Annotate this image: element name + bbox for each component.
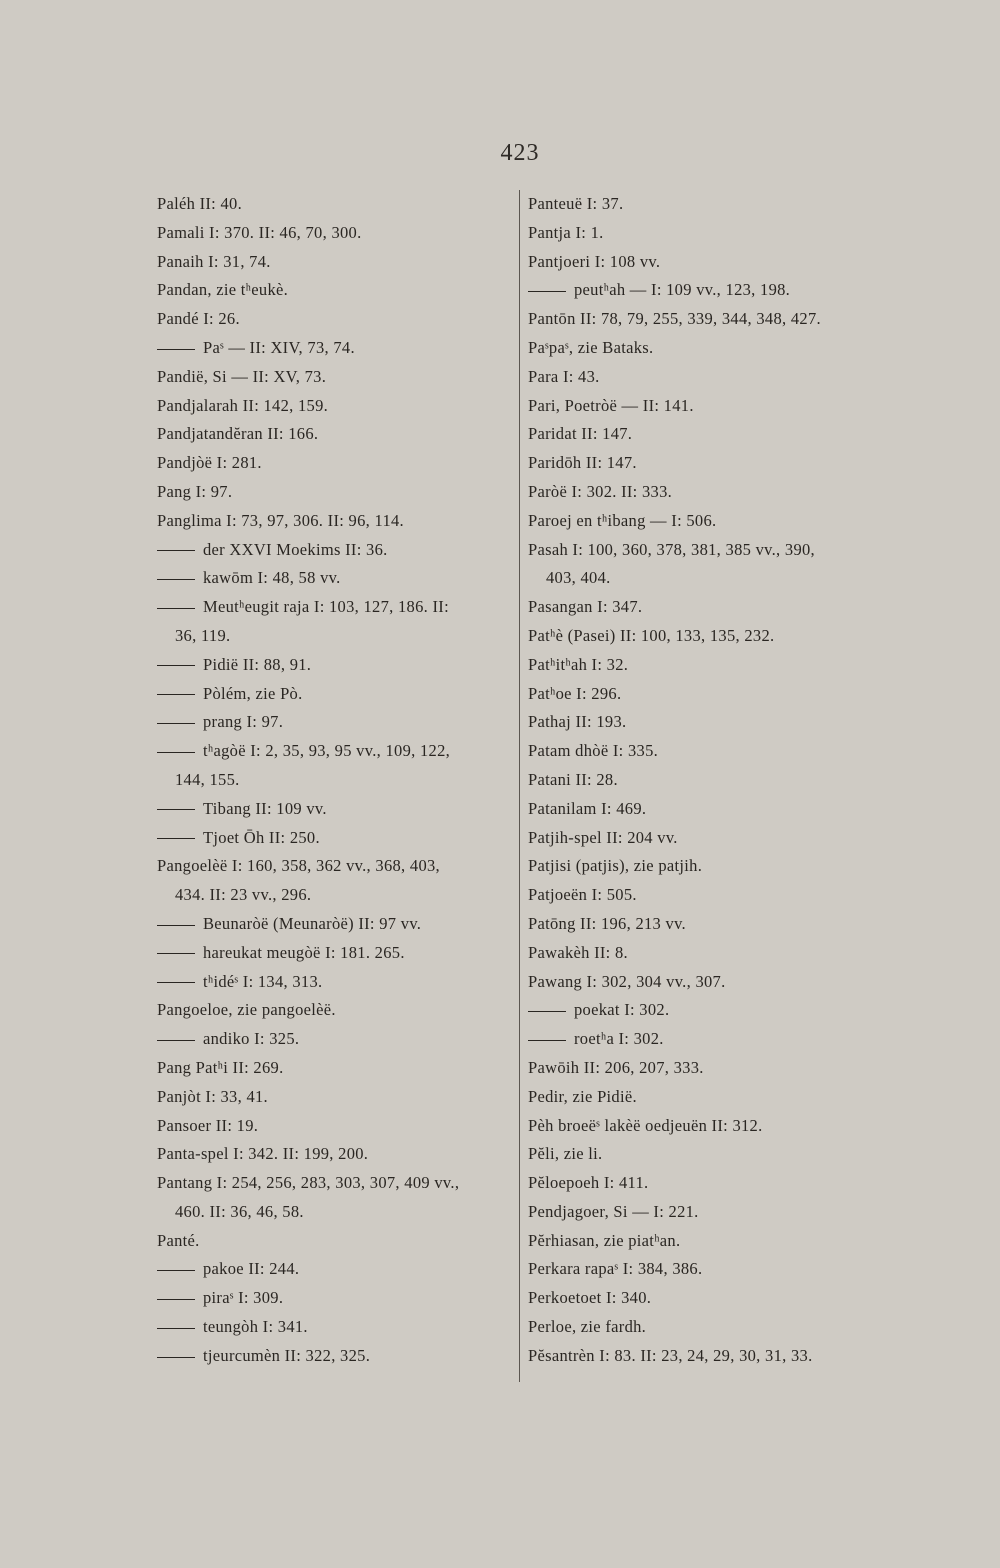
index-subentry: roetʰa I: 302. xyxy=(528,1025,908,1054)
index-entry: Pang I: 97. xyxy=(157,481,233,501)
index-entry: Pĕloepoeh I: 411. xyxy=(528,1173,649,1193)
index-subentry: poekat I: 302. xyxy=(528,996,908,1025)
index-entry: Pathaj II: 193. xyxy=(528,712,627,732)
index-entry: Pandië, Si — II: XV, 73. xyxy=(157,366,327,386)
index-entry: Panglima I: 73, 97, 306. II: 96, 114. xyxy=(157,510,404,530)
index-subentry: piraˢ I: 309. xyxy=(157,1284,517,1313)
index-entry: Panteuë I: 37. xyxy=(528,194,624,213)
index-subentry: Tjoet Ōh II: 250. xyxy=(157,824,517,853)
index-entry: Pang Patʰi II: 269. xyxy=(157,1057,284,1077)
index-entry-continuation: 434. II: 23 vv., 296. xyxy=(175,885,312,905)
index-entry: Pandjalarah II: 142, 159. xyxy=(157,395,329,415)
index-entry: Pĕli, zie li. xyxy=(528,1144,603,1164)
index-entry: Patjisi (patjis), zie patjih. xyxy=(528,856,703,876)
index-subentry: Beunaròë (Meunaròë) II: 97 vv. xyxy=(157,910,517,939)
index-entry: Pawakèh II: 8. xyxy=(528,942,628,962)
index-entry: Patjih-spel II: 204 vv. xyxy=(528,827,678,847)
index-entry: Pawōih II: 206, 207, 333. xyxy=(528,1057,704,1077)
index-entry: Paléh II: 40. xyxy=(157,194,243,213)
index-entry: Patʰoe I: 296. xyxy=(528,683,622,703)
index-entry: Panaih I: 31, 74. xyxy=(157,251,271,271)
index-entry: Pandan, zie tʰeukè. xyxy=(157,280,289,300)
index-entry: Pasah I: 100, 360, 378, 381, 385 vv., 390, xyxy=(528,539,815,559)
index-subentry: andiko I: 325. xyxy=(157,1025,517,1054)
index-entry: Pèh broeëˢ lakèë oedjeuën II: 312. xyxy=(528,1115,763,1135)
page-number: 423 xyxy=(500,140,540,166)
index-entry: Perkoetoet I: 340. xyxy=(528,1288,652,1308)
index-entry: Pantōn II: 78, 79, 255, 339, 344, 348, 427. xyxy=(528,309,821,329)
index-entry: Paridat II: 147. xyxy=(528,424,633,444)
index-entry-continuation: 144, 155. xyxy=(175,769,240,789)
index-subentry: peutʰah — I: 109 vv., 123, 198. xyxy=(528,276,908,305)
index-entry: Patʰitʰah I: 32. xyxy=(528,654,629,674)
index-entry: Pansoer II: 19. xyxy=(157,1115,259,1135)
index-entry: Panté. xyxy=(157,1230,200,1250)
index-subentry: Pidië II: 88, 91. xyxy=(157,651,517,680)
left-index-column xyxy=(157,190,517,1371)
index-entry: Pari, Poetròë — II: 141. xyxy=(528,395,694,415)
index-subentry: hareukat meugòë I: 181. 265. xyxy=(157,939,517,968)
index-subentry: pakoe II: 244. xyxy=(157,1255,517,1284)
index-subentry: Pòlém, zie Pò. xyxy=(157,680,517,709)
right-index-column xyxy=(528,190,908,1371)
index-entry: Panta-spel I: 342. II: 199, 200. xyxy=(157,1144,369,1164)
index-entry: Pandjòë I: 281. xyxy=(157,453,262,473)
index-entry: Pantang I: 254, 256, 283, 303, 307, 409 vv., xyxy=(157,1173,460,1193)
index-entry-continuation: 403, 404. xyxy=(546,568,611,588)
index-entry: Para I: 43. xyxy=(528,366,600,386)
index-subentry: teungòh I: 341. xyxy=(157,1313,517,1342)
index-entry: Perloe, zie fardh. xyxy=(528,1317,647,1337)
index-entry: Patam dhòë I: 335. xyxy=(528,741,659,761)
index-entry-continuation: 460. II: 36, 46, 58. xyxy=(175,1201,304,1221)
index-entry: Patʰè (Pasei) II: 100, 133, 135, 232. xyxy=(528,625,775,645)
index-entry: Paˢpaˢ, zie Bataks. xyxy=(528,337,654,357)
index-entry: Paròë I: 302. II: 333. xyxy=(528,481,673,501)
index-entry: Pantjoeri I: 108 vv. xyxy=(528,251,661,271)
index-entry: Patōng II: 196, 213 vv. xyxy=(528,913,686,933)
index-entry: Pandé I: 26. xyxy=(157,309,240,329)
index-subentry: kawōm I: 48, 58 vv. xyxy=(157,564,517,593)
index-entry: Pedir, zie Pidië. xyxy=(528,1086,637,1106)
index-subentry: der XXVI Moekims II: 36. xyxy=(157,536,517,565)
index-entry-continuation: 36, 119. xyxy=(175,625,231,645)
index-subentry: Meutʰeugit raja I: 103, 127, 186. II: xyxy=(157,593,517,622)
index-entry: Pantja I: 1. xyxy=(528,222,604,242)
index-entry: Pandjatandĕran II: 166. xyxy=(157,424,319,444)
index-entry: Paridōh II: 147. xyxy=(528,453,637,473)
index-entry: Pasangan I: 347. xyxy=(528,597,643,617)
index-entry: Pawang I: 302, 304 vv., 307. xyxy=(528,971,726,991)
index-entry: Pamali I: 370. II: 46, 70, 300. xyxy=(157,222,362,242)
index-entry: Pĕsantrèn I: 83. II: 23, 24, 29, 30, 31, 33. xyxy=(528,1345,813,1365)
index-subentry: tʰidéˢ I: 134, 313. xyxy=(157,968,517,997)
index-entry: Panjòt I: 33, 41. xyxy=(157,1086,268,1106)
column-divider xyxy=(519,190,520,1382)
index-entry: Pangoelèë I: 160, 358, 362 vv., 368, 403, xyxy=(157,856,440,876)
index-subentry: tjeurcumèn II: 322, 325. xyxy=(157,1342,517,1371)
index-subentry: Tibang II: 109 vv. xyxy=(157,795,517,824)
index-subentry: tʰagòë I: 2, 35, 93, 95 vv., 109, 122, xyxy=(157,737,517,766)
index-entry: Pendjagoer, Si — I: 221. xyxy=(528,1201,699,1221)
index-entry: Perkara rapaˢ I: 384, 386. xyxy=(528,1259,703,1279)
index-entry: Pĕrhiasan, zie piatʰan. xyxy=(528,1230,681,1250)
index-entry: Patjoeën I: 505. xyxy=(528,885,637,905)
index-entry: Patanilam I: 469. xyxy=(528,798,647,818)
index-entry: Pangoeloe, zie pangoelèë. xyxy=(157,1000,336,1020)
index-entry: Paroej en tʰibang — I: 506. xyxy=(528,510,717,530)
index-entry: Patani II: 28. xyxy=(528,769,618,789)
index-subentry: Paˢ — II: XIV, 73, 74. xyxy=(157,334,517,363)
index-subentry: prang I: 97. xyxy=(157,708,517,737)
